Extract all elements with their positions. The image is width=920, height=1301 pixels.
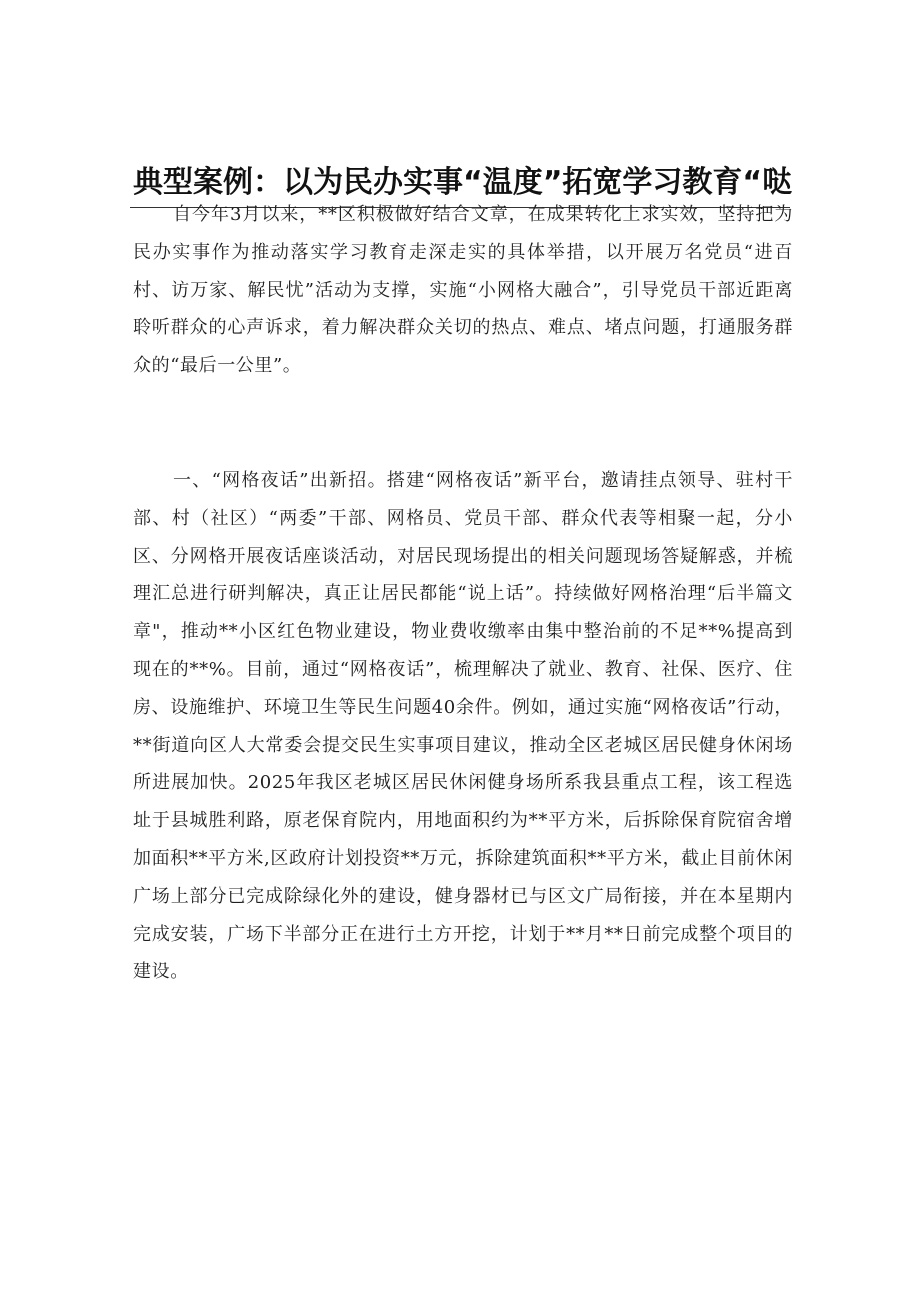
paragraph-intro: 自今年3月以来，**区积极做好结合文章，在成果转化上求实效，坚持把为民办实事作为推动落实学习教育走深走实的具体举措，以开展万名党员“进百村、访万家、解民忧”活动为支撑，实施“小网格大融合”，引导党员干部近距离聆听群众的心声诉求，着力解决群众关切的热点、难点、堵点问题，打通服务群众的“最后一公里”。 xyxy=(133,204,793,377)
document-title: 典型案例：以为民办实事“温度”拓宽学习教育“哒 xyxy=(133,165,793,200)
paragraph-section-one: 一、“网格夜话”出新招。搭建“网格夜话”新平台，邀请挂点领导、驻村干部、村（社区）“两委”干部、网格员、党员干部、群众代表等相聚一起，分小区、分网格开展夜话座谈活动，对居民现场提出的相关问题现场答疑解惑，并梳理汇总进行研判解决，真正让居民都能“说上话”。持续做好网格治理“后半篇文章"，推动**小区红色物业建设，物业费收缴率由集中整治前的不足**%提高到现在的**%。目前，通过“网格夜话”，梳理解决了就业、教育、社保、医疗、住房、设施维护、环境卫生等民生问题40余件。例如，通过实施“网格夜话”行动，**街道向区人大常委会提交民生实事项目建议，推动全区老城区居民健身休闲场所进展加快。2025年我区老城区居民休闲健身场所系我县重点工程，该工程选址于县城胜利路，原老保育院内，用地面积约为**平方米，后拆除保育院宿舍增加面积**平方米,区政府计划投资**万元，拆除建筑面积**平方米，截止目前休闲广场上部分已完成除绿化外的建设，健身器材已与区文广局衔接，并在本星期内完成安装，广场下半部分正在进行土方开挖，计划于**月**日前完成整个项目的建设。 xyxy=(133,470,793,983)
